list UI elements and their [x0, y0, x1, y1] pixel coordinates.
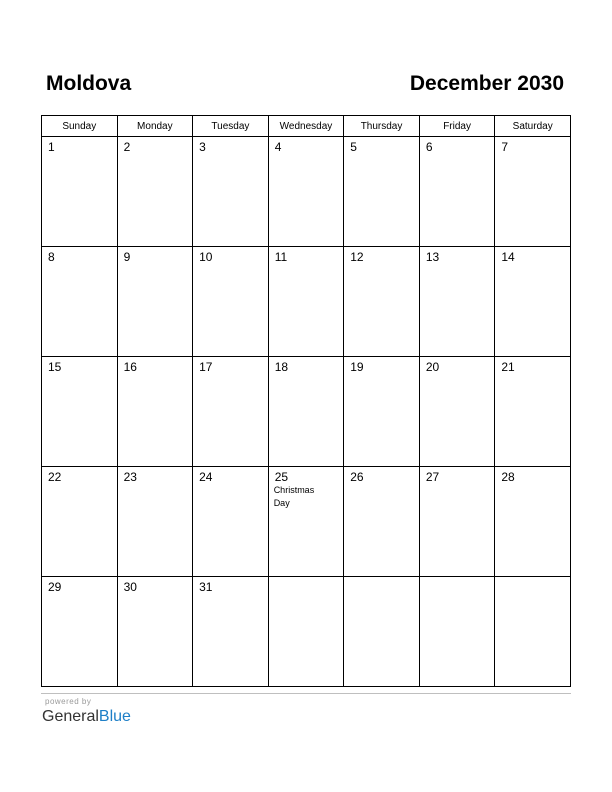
footer-divider: [41, 693, 571, 694]
day-number: 24: [199, 470, 213, 484]
day-number: 17: [199, 360, 213, 374]
day-cell: [344, 137, 420, 247]
calendar-grid: [41, 115, 571, 687]
day-number: 6: [425, 140, 433, 154]
day-number: 19: [350, 360, 364, 374]
day-cell: [495, 577, 571, 687]
day-cell: [193, 137, 269, 247]
day-cell: [268, 357, 344, 467]
day-cell: [344, 357, 420, 467]
day-cell: [419, 467, 495, 577]
day-number: 7: [501, 140, 509, 154]
brand-blue-text: Blue: [98, 708, 131, 725]
footer-branding: [42, 697, 131, 727]
day-number: 12: [350, 250, 364, 264]
day-number: 31: [199, 580, 213, 594]
day-number: [420, 577, 495, 580]
day-cell: [193, 467, 269, 577]
weekday-header-row: [42, 116, 571, 137]
weekday-thursday: Thursday: [344, 116, 420, 137]
day-cell: [42, 137, 118, 247]
week-row-4: [42, 467, 571, 577]
day-cell: [42, 467, 118, 577]
day-cell: [344, 467, 420, 577]
day-number: 20: [425, 360, 440, 374]
day-cell: [268, 577, 344, 687]
day-cell: [495, 357, 571, 467]
weekday-sunday: Sunday: [42, 116, 118, 137]
day-cell: [117, 467, 193, 577]
day-number: 16: [123, 360, 137, 374]
day-cell: [193, 357, 269, 467]
day-cell: [193, 577, 269, 687]
day-cell: [193, 247, 269, 357]
day-number: 27: [425, 470, 440, 484]
day-cell: [268, 137, 344, 247]
week-row-3: [42, 357, 571, 467]
day-number: 28: [501, 470, 515, 484]
day-number: 13: [425, 250, 440, 264]
day-cell: [268, 467, 344, 577]
day-number: 25: [274, 470, 289, 484]
day-number: 18: [274, 360, 289, 374]
powered-by-text: powered by: [45, 697, 92, 706]
weekday-saturday: Saturday: [495, 116, 571, 137]
week-row-1: [42, 137, 571, 247]
day-cell: [495, 247, 571, 357]
day-cell: [419, 247, 495, 357]
day-number: [495, 577, 570, 580]
day-cell: [117, 357, 193, 467]
day-number: 14: [501, 250, 515, 264]
day-number: 8: [48, 250, 55, 264]
day-cell: [42, 577, 118, 687]
week-row-5: [42, 577, 571, 687]
day-number: 29: [48, 580, 62, 594]
day-number: 23: [123, 470, 137, 484]
day-cell: [344, 247, 420, 357]
day-number: 10: [199, 250, 213, 264]
generalblue-logo: [42, 707, 131, 727]
day-cell: [117, 137, 193, 247]
day-number: [269, 577, 344, 580]
month-year-title: December 2030: [409, 72, 564, 95]
day-number: 30: [123, 580, 137, 594]
day-number: 26: [350, 470, 364, 484]
day-cell: [495, 137, 571, 247]
brand-general-text: General: [42, 708, 99, 725]
day-cell: [419, 357, 495, 467]
day-number: 15: [48, 360, 62, 374]
day-cell: [42, 357, 118, 467]
day-number: 1: [48, 140, 55, 154]
day-number: 21: [501, 360, 515, 374]
day-cell: [117, 577, 193, 687]
day-cell: [419, 137, 495, 247]
day-cell: [344, 577, 420, 687]
day-number: 11: [274, 250, 288, 264]
holiday-label: Christmas Day: [273, 485, 315, 508]
day-number: [344, 577, 419, 580]
day-cell: [117, 247, 193, 357]
day-number: 9: [123, 250, 131, 264]
day-cell: [419, 577, 495, 687]
day-number: 4: [274, 140, 282, 154]
weekday-tuesday: Tuesday: [193, 116, 269, 137]
weekday-monday: Monday: [117, 116, 193, 137]
day-number: 5: [350, 140, 357, 154]
day-cell: [42, 247, 118, 357]
country-title: Moldova: [46, 72, 132, 95]
weekday-wednesday: Wednesday: [268, 116, 344, 137]
weekday-friday: Friday: [419, 116, 495, 137]
day-number: 3: [199, 140, 206, 154]
day-number: 2: [123, 140, 131, 154]
day-number: 22: [48, 470, 62, 484]
day-cell: [495, 467, 571, 577]
week-row-2: [42, 247, 571, 357]
day-cell: [268, 247, 344, 357]
